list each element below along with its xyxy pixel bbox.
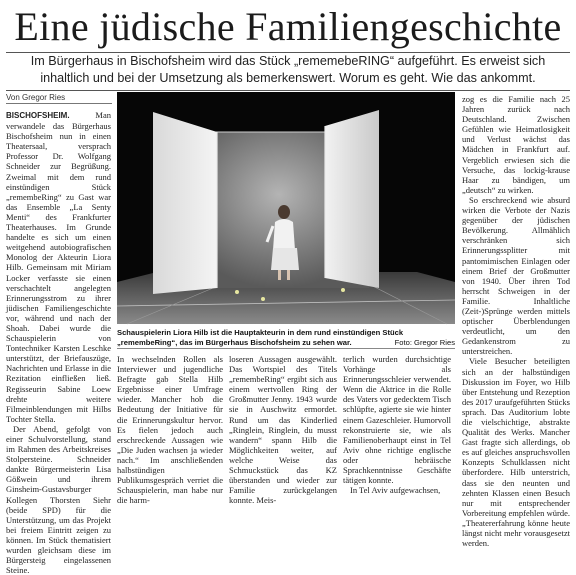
stage-photo-illustration (117, 92, 455, 324)
headline: Eine jüdische Familiengeschichte (14, 4, 562, 49)
article-text: Man verwandele das Bürgerhaus Bischofsheim nun in einen Theatersaal, versprach Professor Dr. Wolfgang Schneider zur Begrüßung. Zweimal mit dem rund einstündigen Stück „remembeRing“ zu Gast war das Ensemble „La Senty Menti“ des Frankfurter Theaterhauses. Im Grunde handelte es sich um einen weitgehend autobiografischen Monolog der Akteurin Liora Hilb. Gemeinsam mit Miriam Locker verfasste sie einen verschachtelt angelegten Erinnerungsstrom zu ihrer jüdischen Familiengeschichte vor, während und nach der Shoah. Dabei wurde die Schauspielerin von Tontechniker Karsten Leschke unterstützt, der Briefauszüge, Nachrichten und Erlasse in die Rezitation einfließen ließ. Regisseurin Sabine Loew drehte weitere Filmeinblendungen mit Hilbs Tochter Stella. (6, 110, 111, 424)
article-paragraph: loseren Aussagen ausgewählt. Das Wortspiel des Titels „remembeRing“ ergibt sich aus einem wertvollen Ring der Großmutter Jenny. 1943 wurde sie in Auschwitz ermordet. Rund um das Kinderlied „Ringlein, Ringlein, du musst wandern“ spann Hilb die Möglichkeiten weiter, auf welche Weise das Schmuckstück das KZ überstanden und wieder zur Familie zurückgelangen konnte. Meis- (229, 354, 337, 506)
article-paragraph: Viele Besucher beteiligten sich an der halbstündigen Diskussion im Foyer, wo Hilb über Entstehung und Rezeption des 2017 uraufgeführten Stücks sprach. Das Auditorium lobte die vielschichtige, abstrakte Qualität des Werks. Mancher Gast fragte sich allerdings, ob es auf gleiches anspruchsvollen Konzepts Schulklassen nicht überfordere. Hilb unterstrich, dass sie den neunten und zehnten Klassen einen Besuch nur mit entsprechender Vorbereitung empfehlen würde. „Theatererfahrung könne heute längst nicht mehr vorausgesetzt werden. (462, 356, 570, 549)
article-paragraph: In wechselnden Rollen als Interviewer und jugendliche Befragte gab Stella Hilb Ergebnisse einer Umfrage wieder. Mancher hob die Bedeutung der Initiative für die Erinnerungskultur hervor. Es fielen jedoch auch erschreckende Aussagen wie „Die Juden wachsen ja wieder nach.“ Im anschließenden halbstündigen Publikumsgespräch verriet die Schauspielerin, man habe nur die harm- (117, 354, 223, 506)
caption-text: Schauspielerin Liora Hilb ist die Hauptakteurin in dem rund einstündigen Stück „remembeRing“, das im Bürgerhaus Bischofsheim zu sehen war. (117, 328, 404, 347)
article-column-5 (462, 94, 570, 549)
article-column-3 (229, 354, 337, 506)
article-column-1 (6, 110, 111, 575)
article-column-2 (117, 354, 223, 506)
stage-photo (117, 92, 455, 324)
byline-rule (6, 103, 112, 104)
byline: Von Gregor Ries (6, 93, 66, 102)
subhead-rule (6, 90, 570, 91)
article-paragraph: So erschreckend wie absurd wirken die Verbote der Nazis gegenüber der jüdischen Bevölkerung. Allmählich verschränken sich Erinnerungssplitter mit pantomimischen Einlagen oder einem Brief der Großmutter von 1940. Über ihren Tod herrscht Schweigen in der Familie. Inhaltliche (Zeit-)Sprünge werden mittels optischer Überblendungen verdeutlicht, um den Gedankenstrom zu unterstreichen. (462, 194, 570, 357)
article-paragraph: terlich wurden durchsichtige Vorhänge als Erinnerungsschleier verwendet. Wenn die Aktrice in die Rolle des Vaters vor gedecktem Tisch schlüpfte, agierte sie wie hinter einem Gazeschleier. Humorvoll rekonstruierte sie, wie als Familienoberhaupt einst in Tel Aviv ohne richtige englische oder hebräische Sprachkenntnisse Geschäfte tätigen konnte. (343, 354, 451, 486)
subhead: Im Bürgerhaus in Bischofsheim wird das Stück „rememebeRING“ aufgeführt. Es erweist sich inhaltlich und bei der Umsetzung als bemerkenswert. Worum es geht. Wie das ankommt. (30, 54, 546, 85)
article-paragraph: Der Abend, gefolgt von einer Schulvorstellung, stand im Rahmen des Arbeitskreises Stolpersteine. Schneider dankte Bürgermeisterin Lisa Gößwein und ihrem Ginsheim-Gustavsburger Kollegen Thorsten Siehr (beide SPD) für die Unterstützung, um das Projekt bei freiem Eintritt zeigen zu können. Im Stück thematisiert wurden gleichsam diese im Bürgersteig eingelassenen Steine. (6, 423, 111, 575)
caption-rule (117, 348, 455, 349)
article-paragraph: In Tel Aviv aufgewachsen, (350, 485, 441, 496)
article-paragraph (6, 110, 111, 424)
dateline: BISCHOFSHEIM. (6, 111, 70, 120)
photo-credit: Foto: Gregor Ries (394, 338, 455, 347)
article-paragraph: zog es die Familie nach 25 Jahren zurück nach Deutschland. Zwischen Gefühlen wie Heimatlosigkeit und Verlust wächst das Mädchen in Frankfurt auf. Vergeblich erwiesen sich die Versuche, das lockig-krause Haar zu bändigen, um „deutsch“ zu wirken. (462, 94, 570, 195)
article-column-4 (343, 354, 451, 506)
photo-caption (117, 328, 455, 348)
